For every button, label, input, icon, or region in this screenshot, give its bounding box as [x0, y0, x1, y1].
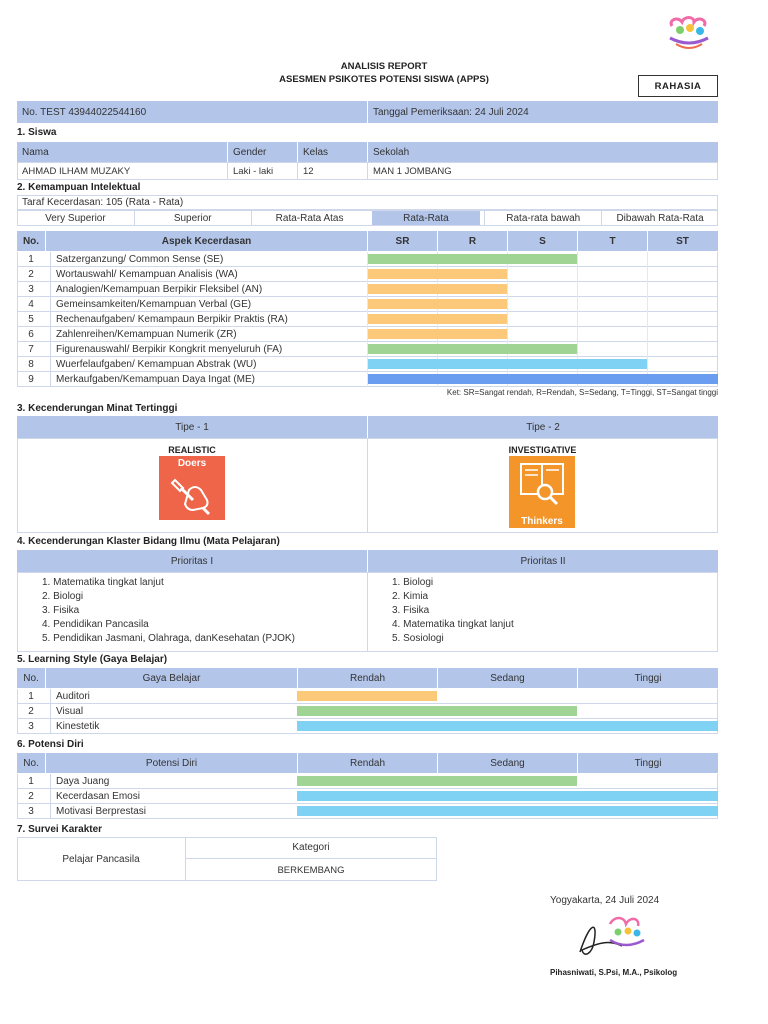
aspek-grid-line: [577, 282, 578, 297]
aspek-no: 8: [28, 359, 34, 370]
survei-label: Pelajar Pancasila: [62, 853, 140, 865]
siswa-sekolah: MAN 1 JOMBANG: [367, 162, 718, 180]
level-2: Rata-Rata Atas: [251, 210, 368, 226]
aspek-grid-line: [507, 282, 508, 297]
siswa-nama: AHMAD ILHAM MUZAKY: [22, 165, 131, 177]
investigative-card: [509, 456, 575, 528]
aspek-label: Analogien/Kemampuan Berpikir Fleksibel (AN): [50, 282, 367, 297]
level-4: Rata-rata bawah: [484, 210, 601, 226]
learning-no: 1: [28, 691, 34, 702]
aspek-grid-line: [577, 327, 578, 342]
aspek-header-label: Aspek Kecerdasan: [45, 231, 367, 251]
aspek-grid-line: [647, 252, 648, 267]
aspek-bar-7: [368, 344, 577, 354]
aspek-grid-line: [577, 342, 578, 357]
potensi-bar-2: [297, 791, 718, 801]
aspek-no: 9: [28, 374, 34, 385]
aspek-header-no: No.: [22, 235, 40, 247]
section-siswa: 1. Siswa: [17, 127, 57, 138]
aspek-bar-1: [368, 254, 577, 264]
learning-label: Visual: [50, 704, 297, 719]
aspek-label: Wuerfelaufgaben/ Kemampuan Abstrak (WU): [50, 357, 367, 372]
section-learning: 5. Learning Style (Gaya Belajar): [17, 654, 168, 665]
learning-label: Auditori: [50, 689, 297, 704]
signer-name: Pihasniwati, S.Psi, M.A., Psikolog: [550, 968, 678, 977]
report-title: ANALISIS REPORT: [340, 61, 428, 72]
aspek-bar-6: [368, 329, 507, 339]
aspek-no: 2: [28, 269, 34, 280]
subject-item: 2. Biologi: [42, 591, 84, 602]
potensi-label: Kecerdasan Emosi: [50, 789, 297, 804]
level-5: Dibawah Rata-Rata: [601, 210, 718, 226]
siswa-header-gender: Gender: [227, 142, 297, 162]
aspek-grid-line: [577, 252, 578, 267]
aspek-grid-line: [647, 357, 648, 372]
aspek-bar-4: [368, 299, 507, 309]
potensi-no: 1: [28, 776, 34, 787]
level-0: Very Superior: [45, 212, 106, 224]
aspek-label: Gemeinsamkeiten/Kemampuan Verbal (GE): [50, 297, 367, 312]
siswa-gender: Laki - laki: [227, 162, 297, 180]
aspek-grid-line: [507, 312, 508, 327]
aspek-grid-line: [577, 297, 578, 312]
aspek-no: 4: [28, 299, 34, 310]
learning-scale-tinggi: Tinggi: [577, 668, 718, 688]
place-date: Yogyakarta, 24 Juli 2024: [550, 895, 660, 906]
potensi-header-no: No.: [23, 757, 39, 769]
level-1: Superior: [134, 210, 251, 226]
siswa-kelas: 12: [297, 162, 367, 180]
aspek-grid-line: [647, 342, 648, 357]
investigative-card-label: Thinkers: [521, 516, 563, 527]
section-potensi: 6. Potensi Diri: [17, 739, 84, 750]
subject-item: 5. Pendidikan Jasmani, Olahraga, danKesehatan (PJOK): [42, 633, 295, 644]
subject-item: 3. Fisika: [42, 605, 80, 616]
potensi-no: 3: [28, 806, 34, 817]
signature-stamp: [570, 912, 660, 967]
subject-item: 1. Matematika tingkat lanjut: [42, 577, 164, 588]
scale-st: ST: [647, 231, 717, 251]
level-3: Rata-Rata: [372, 211, 481, 225]
aspek-grid-line: [577, 312, 578, 327]
aspek-grid-line: [507, 327, 508, 342]
section-minat: 3. Kecenderungan Minat Tertinggi: [17, 403, 178, 414]
siswa-header-nama: Nama: [22, 146, 49, 158]
learning-header-label: Gaya Belajar: [45, 668, 297, 688]
section-intelektual: 2. Kemampuan Intelektual: [17, 182, 141, 193]
scale-t: T: [577, 231, 647, 251]
learning-label: Kinestetik: [50, 719, 297, 734]
potensi-scale-rendah: Rendah: [297, 753, 437, 773]
prioritas2-list: [392, 576, 514, 646]
aspek-bar-8: [368, 359, 647, 369]
realistic-card-label: Doers: [177, 458, 207, 469]
aspek-bar-5: [368, 314, 507, 324]
exam-date: Tanggal Pemeriksaan: 24 Juli 2024: [367, 101, 718, 123]
siswa-header-kelas: Kelas: [297, 142, 367, 162]
aspek-no: 7: [28, 344, 34, 355]
aspek-no: 5: [28, 314, 34, 325]
potensi-label: Motivasi Berprestasi: [50, 804, 297, 819]
aspek-no: 3: [28, 284, 34, 295]
potensi-no: 2: [28, 791, 34, 802]
scale-sr: SR: [367, 231, 437, 251]
subject-item: 5. Sosiologi: [392, 633, 444, 644]
aspek-grid-line: [647, 282, 648, 297]
subject-item: 1. Biologi: [392, 577, 434, 588]
report-subtitle: ASESMEN PSIKOTES POTENSI SISWA (APPS): [279, 74, 489, 85]
scale-r: R: [437, 231, 507, 251]
potensi-bar-1: [297, 776, 577, 786]
aspek-grid-line: [507, 297, 508, 312]
subject-item: 4. Pendidikan Pancasila: [42, 619, 149, 630]
confidential-badge: RAHASIA: [638, 75, 718, 97]
aspek-bar-3: [368, 284, 507, 294]
aspek-label: Satzerganzung/ Common Sense (SE): [50, 252, 367, 267]
subject-item: 4. Matematika tingkat lanjut: [392, 619, 514, 630]
aspek-bar-2: [368, 269, 507, 279]
survei-kategori-value: BERKEMBANG: [277, 864, 345, 876]
potensi-label: Daya Juang: [50, 774, 297, 789]
aspek-label: Merkaufgaben/Kemampuan Daya Ingat (ME): [50, 372, 367, 387]
scale-s: S: [507, 231, 577, 251]
tipe1-header: Tipe - 1: [175, 421, 209, 433]
tipe2-header: Tipe - 2: [367, 416, 718, 438]
aspek-label: Figurenauswahl/ Berpikir Kongkrit menyeluruh (FA): [50, 342, 367, 357]
taraf-kecerdasan: Taraf Kecerdasan: 105 (Rata - Rata): [22, 197, 184, 208]
aspek-grid-line: [647, 327, 648, 342]
klaster-divider: [367, 572, 368, 652]
aspek-no: 6: [28, 329, 34, 340]
prioritas1-header: Prioritas I: [170, 555, 214, 567]
learning-no: 2: [28, 706, 34, 717]
subject-item: 3. Fisika: [392, 605, 430, 616]
book-magnifier-icon: [509, 458, 575, 512]
learning-header-no: No.: [23, 672, 39, 684]
learning-scale-rendah: Rendah: [297, 668, 437, 688]
potensi-bar-3: [297, 806, 718, 816]
learning-no: 3: [28, 721, 34, 732]
aspek-grid-line: [647, 297, 648, 312]
tipe1-name: REALISTIC: [168, 445, 216, 455]
aspek-label: Zahlenreihen/Kemampuan Numerik (ZR): [50, 327, 367, 342]
learning-bar-2: [297, 706, 577, 716]
prioritas1-list: [42, 576, 295, 646]
section-klaster: 4. Kecenderungan Klaster Bidang Ilmu (Mata Pelajaran): [17, 536, 280, 547]
tipe2-name: INVESTIGATIVE: [508, 445, 577, 455]
legend-note: Ket: SR=Sangat rendah, R=Rendah, S=Sedang, T=Tinggi, ST=Sangat tinggi: [446, 388, 718, 397]
aspek-bar-9: [368, 374, 718, 384]
realistic-card: [159, 456, 225, 520]
aspek-label: Wortauswahl/ Kemampuan Analisis (WA): [50, 267, 367, 282]
brand-logo: [664, 14, 714, 54]
wrench-hand-icon: [159, 470, 225, 518]
aspek-no: 1: [28, 254, 34, 265]
learning-scale-sedang: Sedang: [437, 668, 577, 688]
learning-bar-3: [297, 721, 718, 731]
subject-item: 2. Kimia: [392, 591, 429, 602]
section-survei: 7. Survei Karakter: [17, 824, 103, 835]
test-number: No. TEST 43944022544160: [22, 106, 147, 118]
survei-kategori-header: Kategori: [185, 837, 437, 859]
aspek-grid-line: [647, 267, 648, 282]
aspek-label: Rechenaufgaben/ Kemampaun Berpikir Praktis (RA): [50, 312, 367, 327]
aspek-grid-line: [507, 267, 508, 282]
aspek-grid-line: [577, 267, 578, 282]
potensi-header-label: Potensi Diri: [45, 753, 297, 773]
siswa-header-sekolah: Sekolah: [367, 142, 718, 162]
potensi-scale-tinggi: Tinggi: [577, 753, 718, 773]
potensi-scale-sedang: Sedang: [437, 753, 577, 773]
aspek-grid-line: [647, 312, 648, 327]
prioritas2-header: Prioritas II: [367, 550, 718, 572]
learning-bar-1: [297, 691, 437, 701]
